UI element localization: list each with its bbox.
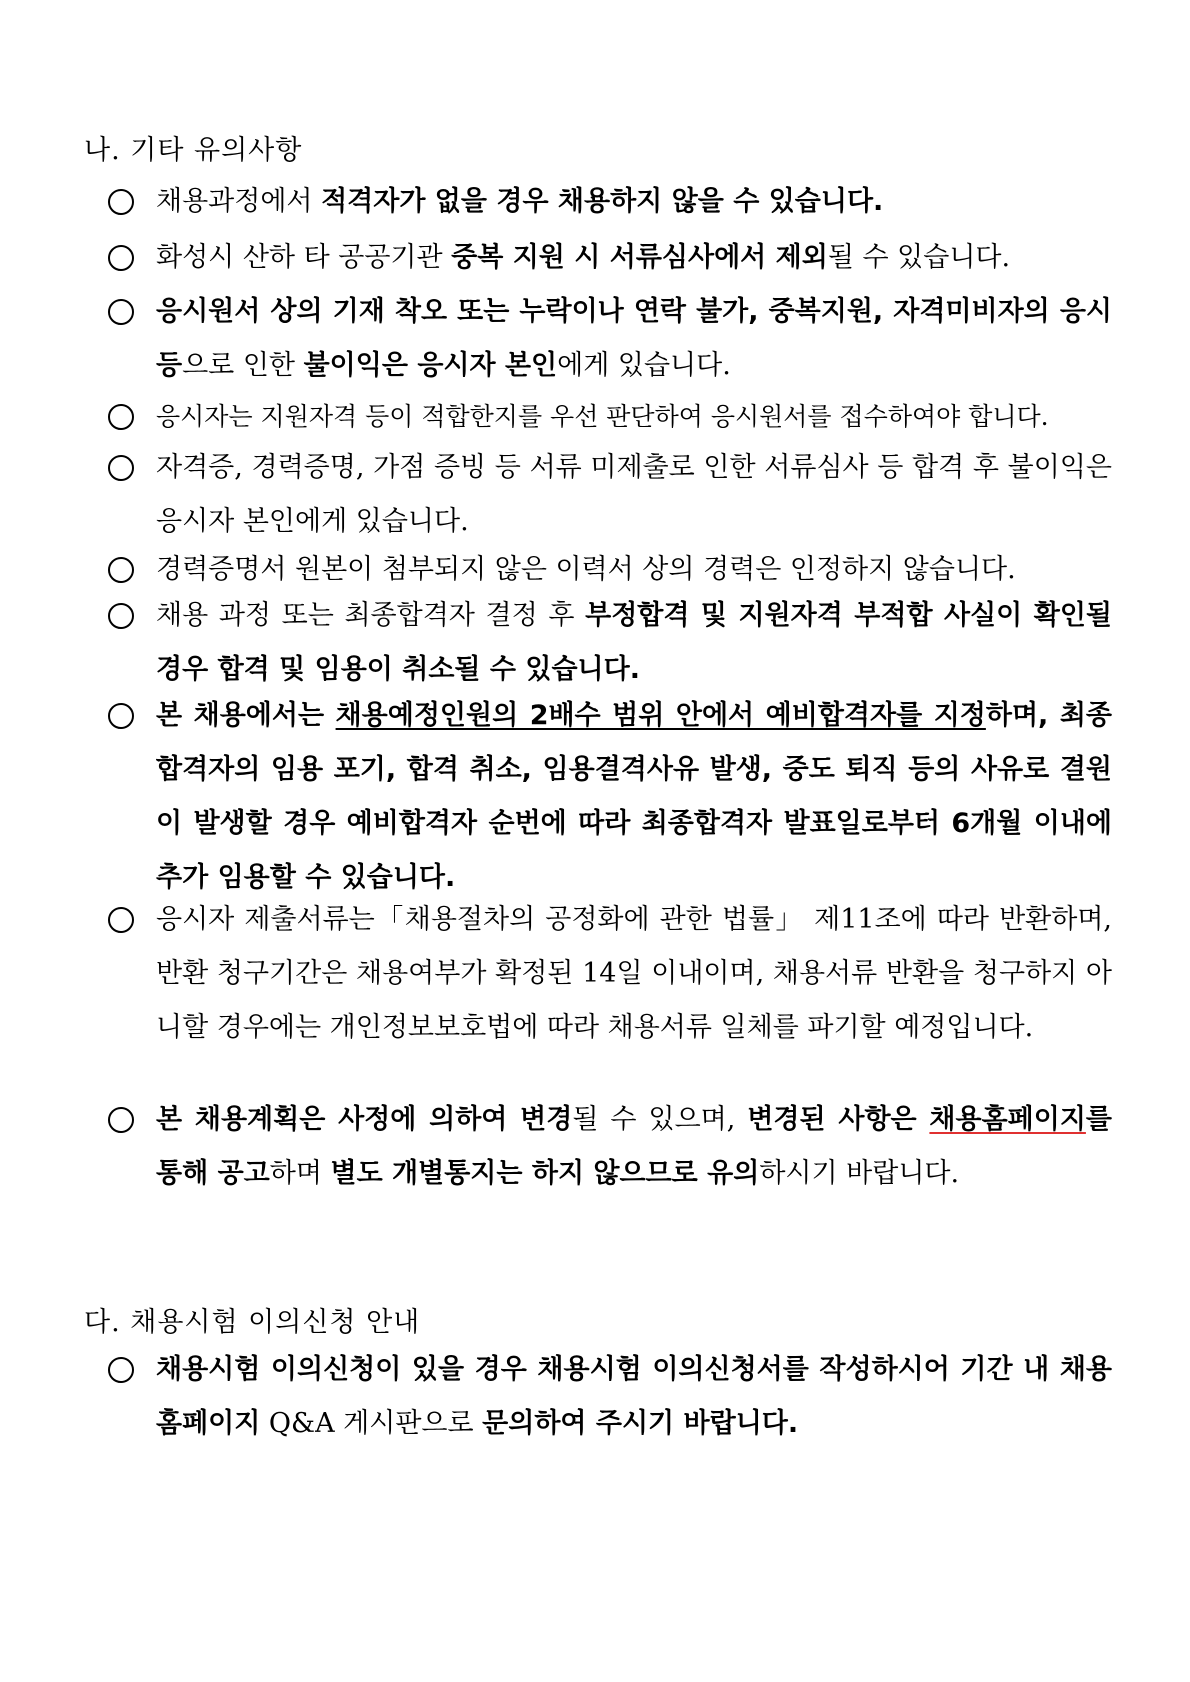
circle-bullet-icon <box>108 603 134 629</box>
item-text: Q&A 게시판으로 <box>260 1408 483 1439</box>
item-text-bold: 중복 지원 시 서류심사에서 제외 <box>451 242 828 273</box>
circle-bullet-icon <box>108 455 134 481</box>
section-heading-other-notes: 나. 기타 유의사항 <box>84 135 303 166</box>
item-text-bold: 하며, 최종합격자의 임용 포기, 합격 취소, 임용결격사유 발생, 중도 퇴직 등의 사유로 결원이 발생할 경우 예비합격자 순번에 따라 최종합격자 발표일로부터 6개월 이내에 추가 임용할 수 있습니다. <box>156 700 1112 893</box>
item-text: 화성시 산하 타 공공기관 <box>156 242 452 273</box>
circle-bullet-icon <box>108 404 134 430</box>
notice-item <box>108 893 1112 1055</box>
notice-item <box>108 1093 1112 1201</box>
item-text: 될 수 있으며, <box>572 1104 748 1135</box>
section-heading-objection: 다. 채용시험 이의신청 안내 <box>84 1307 421 1338</box>
circle-bullet-icon <box>108 1357 134 1383</box>
notice-item <box>108 175 1112 229</box>
item-text-bold: 본 채용계획은 사정에 의하여 변경 <box>156 1104 573 1135</box>
item-text: 에게 있습니다. <box>557 350 731 381</box>
notice-item <box>108 285 1112 393</box>
item-text-bold: 불이익은 응시자 본인 <box>303 350 558 381</box>
item-text: 채용 과정 또는 최종합격자 결정 후 <box>156 600 586 631</box>
item-text: 응시자는 지원자격 등이 적합한지를 우선 판단하여 응시원서를 접수하여야 합니다. <box>156 402 1049 431</box>
notice-item <box>108 231 1112 285</box>
circle-bullet-icon <box>108 1107 134 1133</box>
item-text: 자격증, 경력증명, 가점 증빙 등 서류 미제출로 인한 서류심사 등 합격 후 불이익은 응시자 본인에게 있습니다. <box>156 452 1112 537</box>
circle-bullet-icon <box>108 703 134 729</box>
circle-bullet-icon <box>108 189 134 215</box>
item-text: 채용과정에서 <box>156 186 322 217</box>
item-text: 될 수 있습니다. <box>827 242 1011 273</box>
item-text-bold: 적격자가 없을 경우 채용하지 않을 수 있습니다. <box>321 186 884 217</box>
notice-item <box>108 689 1112 905</box>
notice-item <box>108 589 1112 697</box>
item-text: 응시자 제출서류는「채용절차의 공정화에 관한 법률」 제11조에 따라 반환하며, 반환 청구기간은 채용여부가 확정된 14일 이내이며, 채용서류 반환을 청구하지 아니할 경우에는 개인정보보호법에 따라 채용서류 일체를 파기할 예정입니다. <box>156 904 1112 1043</box>
item-text-bold: 별도 개별통지는 하지 않으므로 유의 <box>330 1158 760 1189</box>
item-text: 경력증명서 원본이 첨부되지 않은 이력서 상의 경력은 인정하지 않습니다. <box>156 554 1016 585</box>
item-text: 으로 인한 <box>182 350 304 381</box>
notice-item <box>108 390 1112 444</box>
circle-bullet-icon <box>108 907 134 933</box>
notice-item <box>108 441 1112 549</box>
item-text-bold: 부정합격 및 지원자격 부적합 사실이 확인될 경우 합격 및 임용이 취소될 수 있습니다. <box>156 600 1112 685</box>
item-text-bold: 본 채용에서는 <box>156 700 336 731</box>
item-text-bold: 를 통해 공고 <box>156 1104 1112 1189</box>
item-text: 하시기 바랍니다. <box>759 1158 960 1189</box>
notice-item <box>108 1343 1112 1451</box>
circle-bullet-icon <box>108 557 134 583</box>
circle-bullet-icon <box>108 245 134 271</box>
item-text-bold: 변경된 사항은 <box>747 1104 930 1135</box>
item-text-bold: 문의하여 주시기 바랍니다. <box>482 1408 799 1439</box>
item-text-bold: 응시원서 상의 기재 착오 또는 누락이나 연락 불가, 중복지원, 자격미비자의 응시 등 <box>156 296 1112 381</box>
item-text: 하며 <box>269 1158 331 1189</box>
item-text-red-underlined: 채용홈페이지 <box>929 1104 1086 1135</box>
circle-bullet-icon <box>108 299 134 325</box>
item-text-bold: 채용시험 이의신청이 있을 경우 채용시험 이의신청서를 작성하시어 기간 내 채용홈페이지 <box>156 1354 1112 1439</box>
item-text-bold-underlined: 채용예정인원의 2배수 범위 안에서 예비합격자를 지정 <box>335 700 986 731</box>
